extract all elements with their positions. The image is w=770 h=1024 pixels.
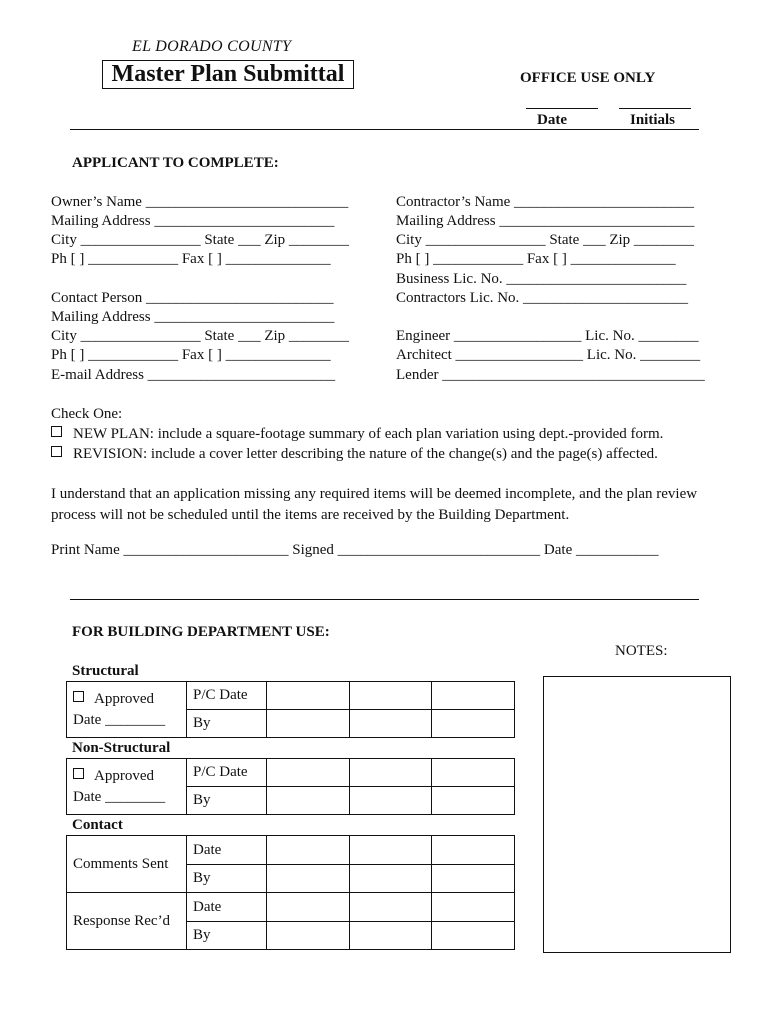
non-structural-cell[interactable]: [350, 787, 432, 815]
contact-cell[interactable]: [350, 865, 432, 893]
office-initials-label: Initials: [630, 112, 676, 128]
owner-name-field[interactable]: Owner’s Name ___________________________: [51, 194, 349, 210]
owner-city-field[interactable]: City ________________ State ___ Zip ________: [51, 232, 349, 248]
response-by-label: By: [187, 922, 267, 950]
contact-cell[interactable]: [432, 865, 515, 893]
structural-approved-cell[interactable]: [67, 682, 187, 738]
new-plan-checkbox[interactable]: [51, 426, 62, 437]
owner-phone-field[interactable]: Ph [ ] ____________ Fax [ ] ______________: [51, 251, 331, 267]
revision-option[interactable]: [51, 446, 658, 463]
contact-cell[interactable]: [267, 922, 350, 950]
comments-sent-label: Comments Sent: [67, 836, 187, 893]
contact-cell[interactable]: [267, 836, 350, 865]
structural-table: [66, 681, 515, 738]
contact-person-field[interactable]: Contact Person _________________________: [51, 290, 334, 306]
notes-label: NOTES:: [615, 643, 668, 659]
non-structural-label: Non-Structural: [72, 740, 171, 756]
non-structural-approved-checkbox[interactable]: [73, 768, 84, 779]
header-divider: [70, 129, 699, 130]
lender-field[interactable]: Lender ___________________________________: [396, 367, 705, 383]
structural-approved-checkbox[interactable]: [73, 691, 84, 702]
contact-phone-field[interactable]: Ph [ ] ____________ Fax [ ] ______________: [51, 347, 331, 363]
contact-cell[interactable]: [432, 922, 515, 950]
non-structural-table: [66, 758, 515, 815]
contractor-phone-field[interactable]: Ph [ ] ____________ Fax [ ] ______________: [396, 251, 676, 267]
contractors-lic-field[interactable]: Contractors Lic. No. ______________________: [396, 290, 689, 306]
contact-cell[interactable]: [267, 865, 350, 893]
structural-pc-date-label: P/C Date: [187, 682, 267, 710]
check-one-label: Check One:: [51, 406, 123, 422]
structural-cell[interactable]: [432, 710, 515, 738]
contact-city-field[interactable]: City ________________ State ___ Zip ________: [51, 328, 349, 344]
contact-cell[interactable]: [432, 836, 515, 865]
structural-approved-label: Approved: [94, 690, 154, 707]
county-name: EL DORADO COUNTY: [132, 38, 292, 55]
non-structural-by-label: By: [187, 787, 267, 815]
architect-field[interactable]: Architect _________________ Lic. No. ________: [396, 347, 701, 363]
contact-label: Contact: [72, 817, 123, 833]
non-structural-approved-cell[interactable]: [67, 759, 187, 815]
contractor-city-field[interactable]: City ________________ State ___ Zip ________: [396, 232, 694, 248]
non-structural-cell[interactable]: [267, 759, 350, 787]
contractor-mailing-field[interactable]: Mailing Address __________________________: [396, 213, 695, 229]
structural-cell[interactable]: [267, 710, 350, 738]
non-structural-cell[interactable]: [432, 787, 515, 815]
comments-by-label: By: [187, 865, 267, 893]
comments-date-label: Date: [187, 836, 267, 865]
contact-table: [66, 835, 515, 950]
contact-cell[interactable]: [267, 893, 350, 922]
new-plan-label: NEW PLAN: include a square-footage summary of each plan variation using dept.-provided form.: [73, 426, 664, 442]
office-use-heading: OFFICE USE ONLY: [520, 70, 656, 86]
structural-cell[interactable]: [432, 682, 515, 710]
non-structural-date-label: Date ________: [73, 788, 166, 805]
applicant-heading: APPLICANT TO COMPLETE:: [72, 155, 279, 171]
notes-box[interactable]: [543, 676, 731, 953]
structural-date-label: Date ________: [73, 711, 166, 728]
structural-by-label: By: [187, 710, 267, 738]
form-title: Master Plan Submittal: [102, 60, 354, 89]
contact-mailing-field[interactable]: Mailing Address ________________________: [51, 309, 335, 325]
revision-label: REVISION: include a cover letter describing the nature of the change(s) and the page(s) affected.: [73, 446, 658, 462]
structural-cell[interactable]: [350, 682, 432, 710]
response-date-label: Date: [187, 893, 267, 922]
non-structural-cell[interactable]: [267, 787, 350, 815]
revision-checkbox[interactable]: [51, 446, 62, 457]
contact-cell[interactable]: [350, 922, 432, 950]
contact-cell[interactable]: [350, 893, 432, 922]
structural-cell[interactable]: [267, 682, 350, 710]
non-structural-cell[interactable]: [432, 759, 515, 787]
new-plan-option[interactable]: [51, 426, 663, 443]
non-structural-cell[interactable]: [350, 759, 432, 787]
business-lic-field[interactable]: Business Lic. No. ________________________: [396, 271, 687, 287]
non-structural-approved-label: Approved: [94, 767, 154, 784]
dept-use-heading: FOR BUILDING DEPARTMENT USE:: [72, 624, 330, 640]
structural-label: Structural: [72, 663, 139, 679]
structural-cell[interactable]: [350, 710, 432, 738]
office-initials-line[interactable]: [619, 108, 691, 109]
signature-line[interactable]: Print Name ______________________ Signed ___________________________ Date ___________: [51, 542, 659, 558]
office-date-label: Date: [537, 112, 567, 128]
owner-mailing-field[interactable]: Mailing Address ________________________: [51, 213, 335, 229]
contact-cell[interactable]: [350, 836, 432, 865]
office-date-line[interactable]: [526, 108, 598, 109]
contractor-name-field[interactable]: Contractor’s Name ________________________: [396, 194, 695, 210]
response-recd-label: Response Rec’d: [67, 893, 187, 950]
non-structural-pc-date-label: P/C Date: [187, 759, 267, 787]
acknowledgement-statement: I understand that an application missing any required items will be deemed incomplete, and the plan review process will not be scheduled until the items are received by the Building Department.: [51, 486, 698, 523]
engineer-field[interactable]: Engineer _________________ Lic. No. ________: [396, 328, 699, 344]
email-field[interactable]: E-mail Address _________________________: [51, 367, 336, 383]
section-divider: [70, 599, 699, 600]
contact-cell[interactable]: [432, 893, 515, 922]
